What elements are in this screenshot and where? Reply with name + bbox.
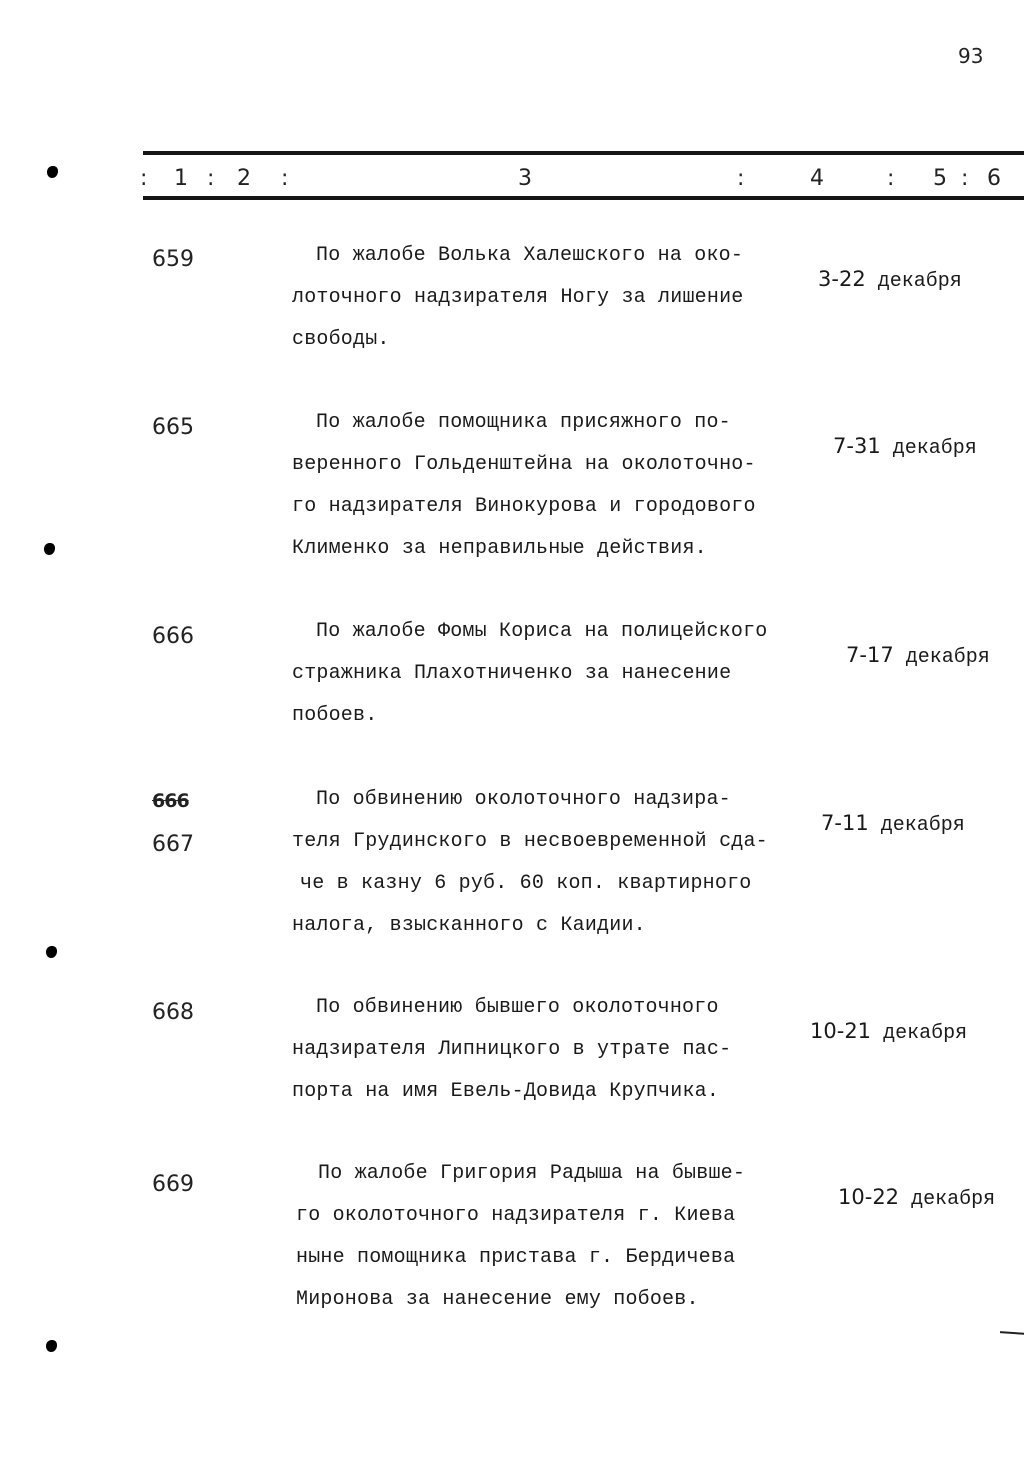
date-range — [798, 620, 990, 692]
description-line: порта на имя Евель-Довида Крупчика. — [292, 1080, 720, 1103]
column-separator: : — [281, 166, 289, 191]
date-month: декабря — [911, 1188, 996, 1211]
header-rule-bottom — [143, 196, 1024, 200]
column-separator: : — [737, 166, 745, 191]
description-line: стражника Плахотниченко за нанесение — [292, 662, 732, 685]
date-range — [762, 996, 967, 1068]
case-number: 665 — [152, 415, 194, 440]
struck-case-number: 666 — [152, 790, 189, 812]
date-month: декабря — [883, 1022, 968, 1045]
description-line: теля Грудинского в несвоевременной сда- — [292, 830, 768, 853]
case-number: 669 — [152, 1172, 194, 1197]
case-number: 667 — [152, 832, 194, 857]
case-number: 659 — [152, 247, 194, 272]
column-header-1: 1 — [174, 166, 188, 191]
date-month: декабря — [877, 270, 962, 293]
header-rule-top — [143, 151, 1024, 155]
column-separator: : — [140, 166, 148, 191]
column-header-2: 2 — [237, 166, 251, 191]
column-header-5: 5 — [933, 166, 947, 191]
table-header — [0, 166, 1024, 196]
description-line: го надзирателя Винокурова и городового — [292, 495, 756, 518]
column-separator: : — [961, 166, 969, 191]
description-line: че в казну 6 руб. 60 коп. квартирного — [300, 872, 752, 895]
punch-mark — [44, 543, 55, 555]
description-line: По обвинению околоточного надзира- — [316, 788, 731, 811]
date-month: декабря — [892, 437, 977, 460]
date-range — [785, 411, 977, 483]
date-range — [773, 788, 965, 860]
date-month: декабря — [905, 646, 990, 669]
description-line: надзирателя Липницкого в утрате пас- — [292, 1038, 732, 1061]
description-line: ныне помощника пристава г. Бердичева — [296, 1246, 736, 1269]
column-separator: : — [887, 166, 895, 191]
date-days: 10-21 — [810, 1019, 872, 1043]
date-month: декабря — [880, 814, 965, 837]
description-line: побоев. — [292, 704, 378, 727]
description-line: лоточного надзирателя Ногу за лишение — [292, 286, 744, 309]
case-number: 668 — [152, 1000, 194, 1025]
punch-mark — [46, 946, 57, 958]
date-days: 7-31 — [833, 434, 881, 458]
column-separator: : — [207, 166, 215, 191]
description-line: Миронова за нанесение ему побоев. — [296, 1288, 699, 1311]
date-range — [790, 1162, 995, 1234]
date-days: 10-22 — [838, 1185, 900, 1209]
column-header-4: 4 — [810, 166, 824, 191]
description-line: го околоточного надзирателя г. Киева — [296, 1204, 736, 1227]
description-line: По жалобе Григория Радыша на бывше- — [318, 1162, 746, 1185]
date-days: 7-17 — [846, 643, 894, 667]
description-line: По жалобе Фомы Кориса на полицейского — [316, 620, 768, 643]
description-line: По жалобе Волька Халешского на око- — [316, 244, 744, 267]
description-line: веренного Гольденштейна на околоточно- — [292, 453, 756, 476]
description-line: По жалобе помощника присяжного по- — [316, 411, 731, 434]
description-line: По обвинению бывшего околоточного — [316, 996, 719, 1019]
punch-mark — [46, 1340, 57, 1352]
date-range — [770, 244, 962, 316]
description-line: свободы. — [292, 328, 390, 351]
edge-scratch — [1000, 1331, 1024, 1335]
column-header-3: 3 — [518, 166, 532, 191]
description-line: Клименко за неправильные действия. — [292, 537, 707, 560]
case-number: 666 — [152, 624, 194, 649]
description-line: налога, взысканного с Каидии. — [292, 914, 646, 937]
date-days: 7-11 — [821, 811, 869, 835]
column-header-6: 6 — [987, 166, 1001, 191]
date-days: 3-22 — [818, 267, 866, 291]
page-number: 93 — [958, 44, 984, 68]
